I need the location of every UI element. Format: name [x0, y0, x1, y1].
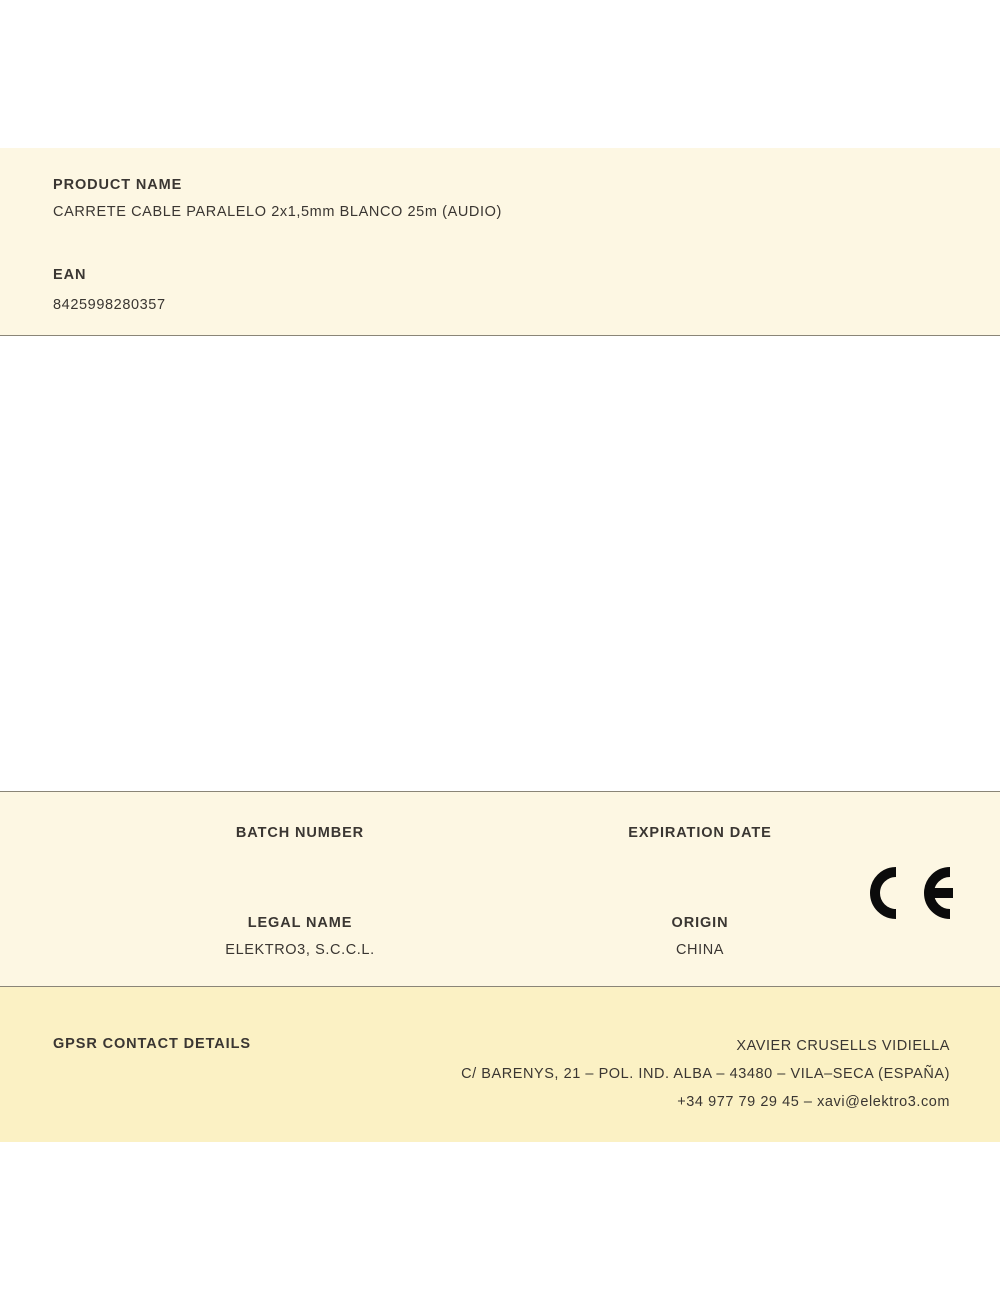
gpsr-contact-person: XAVIER CRUSELLS VIDIELLA — [736, 1038, 950, 1054]
ce-marking-icon — [855, 862, 955, 924]
product-identification-block — [0, 148, 1000, 336]
gpsr-contact-phone-email: +34 977 79 29 45 – xavi@elektro3.com — [677, 1094, 950, 1110]
gpsr-contact-block — [0, 987, 1000, 1142]
gpsr-contact-label: GPSR CONTACT DETAILS — [53, 1036, 251, 1052]
ean-value: 8425998280357 — [53, 297, 166, 313]
ean-label: EAN — [53, 267, 87, 283]
blank-content-area — [0, 336, 1000, 791]
batch-number-label: BATCH NUMBER — [235, 825, 365, 841]
page-footer-blank — [0, 1142, 1000, 1300]
expiration-date-label: EXPIRATION DATE — [628, 825, 772, 841]
legal-name-value: ELEKTRO3, S.C.C.L. — [225, 942, 375, 958]
gpsr-contact-address: C/ BARENYS, 21 – POL. IND. ALBA – 43480 – VILA–SECA (ESPAÑA) — [461, 1066, 950, 1082]
manufacturing-details-block — [0, 791, 1000, 987]
gpsr-contact-lines — [461, 1032, 950, 1116]
product-name-label: PRODUCT NAME — [53, 177, 183, 193]
legal-name-field — [150, 915, 450, 958]
legal-name-label: LEGAL NAME — [247, 915, 353, 931]
product-name-value: CARRETE CABLE PARALELO 2x1,5mm BLANCO 25m (AUDIO) — [53, 204, 502, 220]
batch-number-field — [150, 825, 450, 852]
origin-label: ORIGIN — [671, 915, 729, 931]
expiration-date-field — [550, 825, 850, 852]
origin-field — [550, 915, 850, 958]
origin-value: CHINA — [675, 942, 725, 958]
